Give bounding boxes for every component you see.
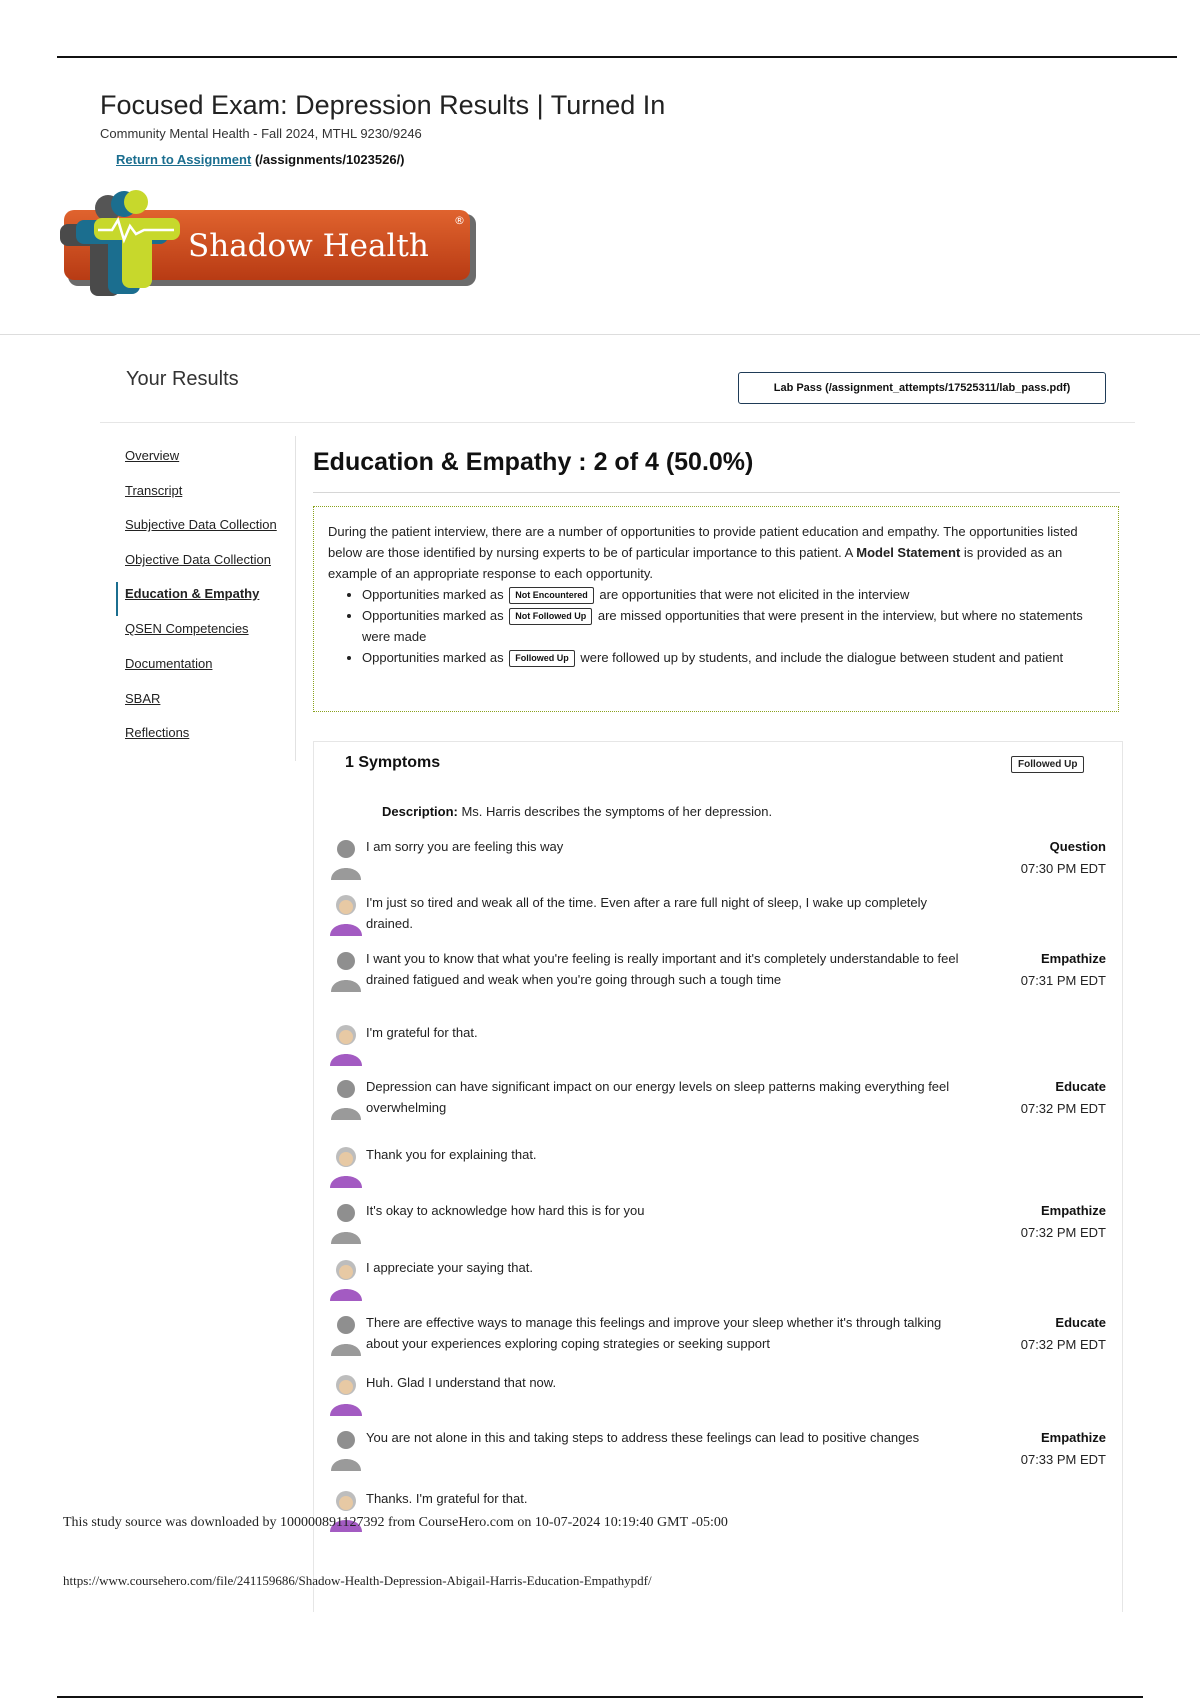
page-subtitle: Community Mental Health - Fall 2024, MTHL 9230/9246: [100, 126, 422, 141]
followed-up-badge: Followed Up: [509, 650, 575, 667]
legend-item: [362, 584, 1104, 605]
message-text: You are not alone in this and taking steps to address these feelings can lead to positive changes: [366, 1430, 920, 1445]
sidebar-item-qsen[interactable]: QSEN Competencies: [125, 621, 249, 636]
message-type: Empathize: [1040, 1203, 1106, 1218]
return-to-assignment[interactable]: [116, 152, 405, 167]
message-type: Question: [1049, 839, 1106, 854]
message-timestamp: 07:32 PM EDT: [1020, 1225, 1106, 1240]
student-avatar-icon: [326, 948, 366, 992]
message-text: Huh. Glad I understand that now.: [366, 1375, 557, 1390]
info-box: [313, 506, 1119, 712]
message-type: Empathize: [1040, 1430, 1106, 1445]
student-avatar-icon: [326, 1427, 366, 1471]
patient-avatar-icon: [326, 1022, 366, 1066]
sidebar-item-reflections[interactable]: Reflections: [125, 725, 190, 740]
top-rule: [57, 56, 1177, 58]
message-timestamp: 07:32 PM EDT: [1020, 1101, 1106, 1116]
logo-registered-mark: ®: [454, 214, 465, 227]
results-title: Your Results: [126, 368, 239, 390]
logo-text: Shadow Health: [188, 228, 429, 264]
student-avatar-icon: [326, 1200, 366, 1244]
patient-avatar-icon: [326, 1144, 366, 1188]
legend-list: [328, 584, 1104, 668]
patient-avatar-icon: [326, 1372, 366, 1416]
opportunity-title: 1 Symptoms: [345, 754, 441, 771]
message-type: Educate: [1055, 1079, 1106, 1094]
message-text: I am sorry you are feeling this way: [366, 839, 564, 854]
not-followed-up-badge: Not Followed Up: [509, 608, 592, 625]
opportunity-card: [313, 741, 1123, 1612]
page-title: Focused Exam: Depression Results | Turned In: [100, 90, 666, 120]
message-type: Empathize: [1040, 951, 1106, 966]
message-meta: [1021, 1427, 1106, 1471]
message-meta: [1021, 1076, 1106, 1120]
message-text: Depression can have significant impact on our energy levels on sleep patterns making everything feel overwhelming: [366, 1079, 950, 1115]
legend-pre: Opportunities marked as: [362, 650, 504, 665]
message-meta: [1021, 1200, 1106, 1244]
return-path: (/assignments/1023526/): [254, 152, 405, 167]
sidebar-active-indicator: [116, 582, 118, 616]
shadow-health-logo: [50, 190, 480, 310]
legend-post: are opportunities that were not elicited in the interview: [599, 587, 910, 602]
message-text: There are effective ways to manage this feelings and improve your sleep whether it's through talking about your experiences exploring coping strategies or seeking support: [366, 1315, 942, 1351]
message-text: I'm grateful for that.: [366, 1025, 478, 1040]
message-text: I appreciate your saying that.: [366, 1260, 533, 1275]
sidebar-item-subjective-data[interactable]: Subjective Data Collection: [125, 517, 277, 532]
intro-text-end: is provided as an example of an appropriate response to each opportunity.: [328, 545, 1063, 581]
legend-item: [362, 647, 1104, 668]
intro-bold: Model Statement: [856, 545, 961, 560]
sidebar-item-documentation[interactable]: Documentation: [125, 656, 213, 671]
legend-item: [362, 605, 1104, 647]
message-text: It's okay to acknowledge how hard this is for you: [366, 1203, 645, 1218]
patient-avatar-icon: [326, 1257, 366, 1301]
description-label: Description:: [382, 804, 458, 819]
legend-post: were followed up by students, and include the dialogue between student and patient: [580, 650, 1064, 665]
intro-paragraph: [328, 521, 1104, 584]
opportunity-status-badge: Followed Up: [1011, 756, 1084, 773]
download-notice: This study source was downloaded by 100000891127392 from CourseHero.com on 10-07-2024 10:19:40 GMT -05:00: [63, 1515, 728, 1530]
sidebar-item-objective-data[interactable]: Objective Data Collection: [125, 552, 271, 567]
message-timestamp: 07:30 PM EDT: [1020, 861, 1106, 876]
sidebar-divider: [295, 436, 296, 761]
bottom-rule: [57, 1696, 1143, 1698]
intro-text: During the patient interview, there are a number of opportunities to provide patient education and empathy. The opportunities listed below are those identified by nursing experts to be of particular importance to this patient. A: [328, 524, 1078, 560]
header-divider: [0, 334, 1200, 335]
sidebar-item-transcript[interactable]: Transcript: [125, 483, 183, 498]
lab-pass-button[interactable]: Lab Pass (/assignment_attempts/17525311/lab_pass.pdf): [738, 372, 1106, 404]
student-avatar-icon: [326, 1076, 366, 1120]
message-text: I'm just so tired and weak all of the time. Even after a rare full night of sleep, I wake up completely drained.: [366, 895, 928, 931]
patient-avatar-icon: [326, 892, 366, 936]
message-timestamp: 07:31 PM EDT: [1020, 973, 1106, 988]
message-type: Educate: [1055, 1315, 1106, 1330]
student-avatar-icon: [326, 1312, 366, 1356]
sidebar-item-education-empathy[interactable]: Education & Empathy: [125, 586, 260, 601]
sidebar-item-sbar[interactable]: SBAR: [125, 691, 161, 706]
student-avatar-icon: [326, 836, 366, 880]
message-text: I want you to know that what you're feeling is really important and it's completely understandable to feel drained fatigued and weak when you're going through such a tough time: [366, 951, 959, 987]
not-encountered-badge: Not Encountered: [509, 587, 594, 604]
sidebar-item-overview[interactable]: Overview: [125, 448, 180, 463]
message-meta: [1021, 948, 1106, 992]
message-timestamp: 07:33 PM EDT: [1020, 1452, 1106, 1467]
legend-pre: Opportunities marked as: [362, 608, 504, 623]
opportunity-description: [382, 804, 772, 819]
description-text: Ms. Harris describes the symptoms of her depression.: [457, 804, 773, 819]
message-text: Thank you for explaining that.: [366, 1147, 537, 1162]
message-meta: [1021, 836, 1106, 880]
message-text: Thanks. I'm grateful for that.: [366, 1491, 528, 1506]
legend-post: are missed opportunities that were present in the interview, but where no statements were made: [362, 608, 1083, 644]
results-header: [100, 354, 1135, 423]
return-link[interactable]: Return to Assignment: [116, 152, 252, 167]
legend-pre: Opportunities marked as: [362, 587, 504, 602]
message-timestamp: 07:32 PM EDT: [1020, 1337, 1106, 1352]
message-meta: [1021, 1312, 1106, 1356]
source-url: https://www.coursehero.com/file/241159686/Shadow-Health-Depression-Abigail-Harris-Education-Empathypdf/: [63, 1573, 652, 1588]
section-rule: [313, 492, 1120, 493]
section-title: Education & Empathy : 2 of 4 (50.0%): [313, 448, 754, 476]
